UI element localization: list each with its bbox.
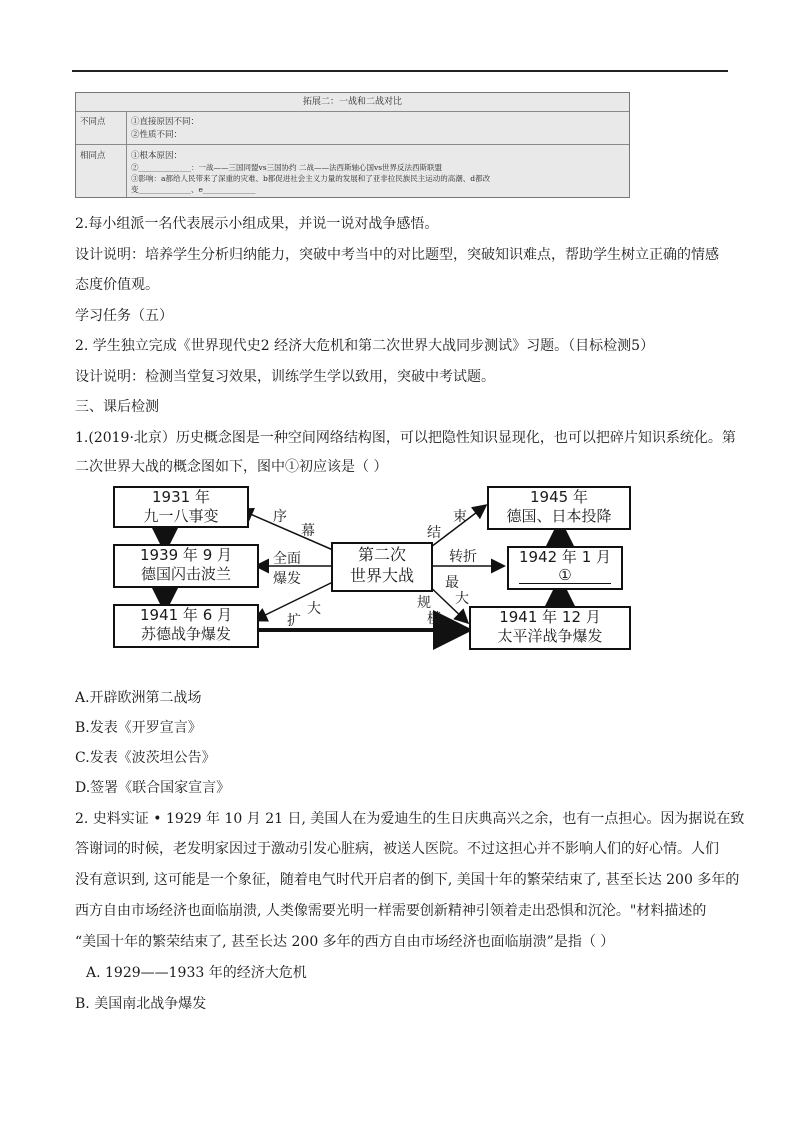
table-divider [126,112,127,197]
label-da2: 大 [455,591,469,607]
paragraph: 2. 学生独立完成《世界现代史2 经济大危机和第二次世界大战同步测试》习题。（目标检测5） [75,338,655,354]
box-1941-dec [469,606,631,650]
label-xu: 序 [273,509,287,525]
option-c: C.发表《波茨坦公告》 [75,750,216,766]
paragraph: 设计说明：培养学生分析归纳能力，突破中考当中的对比题型，突破知识难点，帮助学生树立正确的情感 [75,247,719,263]
header-rule [72,70,728,72]
label-mu: 幕 [301,523,315,539]
comparison-table-image [75,92,630,198]
option-d: D.签署《联合国家宣言》 [75,780,231,796]
box-event: 太平洋战争爆发 [497,627,603,645]
box-date: 1945 年 [530,488,588,506]
box-date: 1941 年 12 月 [499,608,601,626]
label-shu: 束 [453,509,467,525]
same-item-3: ③影响：a都给人民带来了深重的灾难、b都促进社会主义力量的发展和了亚非拉民族民主运动的高潮、d都改 [131,174,491,183]
label-zhuanzhe: 转折 [449,549,477,565]
box-event: 德国闪击波兰 [140,565,231,583]
question-text: 没有意识到, 这可能是一个象征，随着电气时代开启者的倒下, 美国十年的繁荣结束了, 甚至长达 200 多年的 [75,872,740,888]
label-kuo: 扩 [287,613,301,629]
box-center-ww2 [331,542,433,592]
box-date: 1931 年 [152,488,210,506]
paragraph: 2.每小组派一名代表展示小组成果，并说一说对战争感悟。 [75,216,439,232]
label-quanmian: 全面 [273,551,301,567]
table-row-divider [76,144,629,145]
box-1942 [507,546,623,590]
table-title: 拓展二：一战和二战对比 [76,97,629,112]
box-event: 九一八事变 [143,507,219,525]
label-mo: 模 [427,611,441,627]
box-1931 [113,486,249,528]
question-text: 二次世界大战的概念图如下，图中①初应该是（ ） [75,459,388,475]
question-text: “美国十年的繁荣结束了, 甚至长达 200 多年的西方自由市场经济也面临崩溃”是指（ ） [75,934,615,950]
box-event: 德国、日本投降 [506,507,612,525]
section-heading: 三、课后检测 [75,399,159,415]
same-label: 相同点 [80,151,106,161]
box-date: 1939 年 9 月 [139,546,233,564]
label-jie: 结 [427,525,441,541]
center-line-1: 第二次 [357,545,406,564]
label-zui: 最 [445,575,459,591]
box-1939 [113,544,259,588]
option-b: B.发表《开罗宣言》 [75,720,202,736]
same-item-2: ②______________：一战——三国同盟vs三国协约 二战——法西斯轴心国vs世界反法西斯联盟 [131,163,443,172]
same-item-1: ①根本原因： [131,151,183,161]
same-item-4: 变______________、e______________ [131,185,256,194]
label-gui: 规 [417,595,431,611]
box-1945 [487,486,631,530]
box-date: 1941 年 6 月 [139,606,233,624]
question-text: 西方自由市场经济也面临崩溃, 人类像需要光明一样需要创新精神引领着走出恐惧和沉沦。"材料描述的 [75,903,707,919]
question-text: 答谢词的时候，老发明家因过于激动引发心脏病，被送人医院。不过这担心并不影响人们的好心情。人们 [75,841,719,857]
label-da: 大 [307,601,321,617]
diff-item-1: ①直接原因不同： [131,117,200,127]
option-b: B. 美国南北战争爆发 [75,996,207,1012]
diff-label: 不同点 [80,117,106,127]
paragraph: 设计说明：检测当堂复习效果，训练学生学以致用，突破中考试题。 [75,369,495,385]
label-baofa: 爆发 [273,571,301,587]
box-date: 1942 年 1 月 [518,548,612,566]
question-text: 2. 史料实证 • 1929 年 10 月 21 日, 美国人在为爱迪生的生日庆典高兴之余，也有一点担心。因为据说在致 [75,811,745,827]
question-text: 1.(2019·北京）历史概念图是一种空间网络结构图，可以把隐性知识显现化，也可以把碎片知识系统化。第 [75,430,736,446]
center-line-2: 世界大战 [349,566,414,585]
section-heading: 学习任务（五） [75,308,173,324]
box-1941-june [113,604,259,648]
box-event: 苏德战争爆发 [140,625,231,643]
diff-item-2: ②性质不同： [131,130,183,140]
paragraph: 态度价值观。 [75,277,159,293]
option-a: A. 1929——1933 年的经济大危机 [86,965,307,981]
ww2-concept-map [105,480,635,650]
option-a: A.开辟欧洲第二战场 [75,690,202,706]
box-blank-1: ① [519,567,611,584]
